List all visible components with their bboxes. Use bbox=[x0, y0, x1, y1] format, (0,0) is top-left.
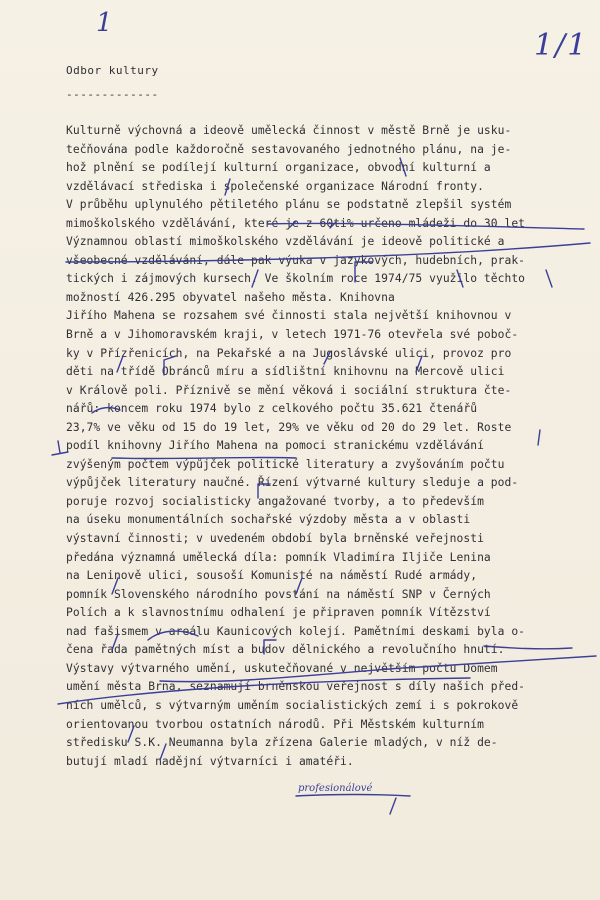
handwritten-page-number: 1/1 bbox=[534, 28, 589, 63]
text-line: V průběhu uplynulého pětiletého plánu se podstatně zlepšil systém bbox=[66, 198, 512, 212]
text-line: poruje rozvoj socialisticky angažované tvorby, a to především bbox=[66, 494, 484, 508]
text-line: Polích a k slavnostnímu odhalení je připraven pomník Vítězství bbox=[66, 606, 491, 620]
text-line: možností 426.295 obyvatel našeho města. Knihovna bbox=[66, 290, 395, 304]
text-line: mimoškolského vzdělávání, které je z 60ti% určeno mládeži do 30 let bbox=[66, 216, 526, 230]
text-line: vzdělávací střediska i společenské organizace Národní fronty. bbox=[66, 179, 484, 193]
text-line: v Králově poli. Příznivě se mění věková i sociální struktura čte- bbox=[66, 383, 512, 397]
text-line: Jiřího Mahena se rozsahem své činnosti stala největší knihovnou v bbox=[66, 309, 512, 323]
text-line: Kulturně výchovná a ideově umělecká činnost v městě Brně je usku- bbox=[66, 124, 512, 137]
text-line: čena řada pamětných míst a budov dělnického a revolučního hnutí. bbox=[66, 643, 505, 657]
text-line: zvýšeným počtem výpůjček politické literatury a zvyšováním počtu bbox=[66, 457, 505, 471]
text-line: Výstavy výtvarného umění, uskutečňované v největším počtu Domem bbox=[66, 661, 498, 675]
text-line: butují mladí nadějní výtvarníci i amatéři. bbox=[66, 754, 354, 768]
text-line: na Leninově ulici, sousoší Komunisté na náměstí Rudé armády, bbox=[66, 569, 478, 583]
text-line: hož plnění se podílejí kulturní organizace, obvodní kulturní a bbox=[66, 161, 491, 175]
text-line: středisku S.K. Neumanna byla zřízena Galerie mladých, v níž de- bbox=[66, 736, 498, 750]
section-heading: Odbor kultury bbox=[66, 64, 159, 77]
typed-body-text bbox=[66, 122, 586, 771]
text-line: 23,7% ve věku od 15 do 19 let, 29% ve věku od 20 do 29 let. Roste bbox=[66, 420, 512, 434]
text-line: děti na třídě Obránců míru a sídlištní knihovnu na Mercově ulici bbox=[66, 365, 505, 379]
text-line: ních umělců, s výtvarným uměním socialistických zemí i s pokrokově bbox=[66, 698, 519, 712]
text-line: umění města Brna, seznamují brněnskou veřejnost s díly našich před- bbox=[66, 680, 526, 694]
text-line: všeobecné vzdělávání, dále pak výuka v jazykových, hudebních, prak- bbox=[66, 253, 526, 267]
handwritten-page-mark: 1 bbox=[96, 8, 113, 38]
text-line: předána významná umělecká díla: pomník Vladimíra Iljiče Lenina bbox=[66, 550, 491, 564]
text-line: Významnou oblastí mimoškolského vzdělávání je ideově politické a bbox=[66, 235, 505, 249]
text-line: orientovanou tvorbou ostatních národů. Při Městském kulturním bbox=[66, 717, 484, 731]
text-line: na úseku monumentálních sochařské výzdoby města a v oblasti bbox=[66, 513, 471, 527]
word-divider-mark bbox=[390, 798, 396, 814]
text-line: výstavní činnosti; v uvedeném období byla brněnské veřejnosti bbox=[66, 532, 484, 546]
heading-underline: ------------- bbox=[66, 88, 159, 101]
text-line: nad fašismem v areálu Kaunicových kolejí. Pamětními deskami byla o- bbox=[66, 624, 526, 638]
text-line: Brně a v Jihomoravském kraji, v letech 1971-76 otevřela své poboč- bbox=[66, 328, 519, 342]
text-line: pomník Slovenského národního povstání na náměstí SNP v Černých bbox=[66, 587, 491, 601]
margin-mark bbox=[58, 441, 60, 453]
text-line: nářů: koncem roku 1974 bylo z celkového počtu 35.621 čtenářů bbox=[66, 402, 478, 416]
text-line: výpůjček literatury naučné. Řízení výtvarné kultury sleduje a pod- bbox=[66, 476, 519, 490]
text-line: tických i zájmových kursech. Ve školním roce 1974/75 využilo těchto bbox=[66, 272, 526, 286]
text-line: tečňována podle každoročně sestavovaného jednotného plánu, na je- bbox=[66, 142, 512, 156]
underline-mark bbox=[296, 795, 410, 797]
handwritten-insertion: profesionálové bbox=[298, 783, 373, 794]
text-line: podíl knihovny Jiřího Mahena na pomoci stranickému vzdělávání bbox=[66, 439, 484, 453]
text-line: ky v Přízřenicích, na Pekařské a na Jugoslávské ulici, provoz pro bbox=[66, 346, 512, 360]
